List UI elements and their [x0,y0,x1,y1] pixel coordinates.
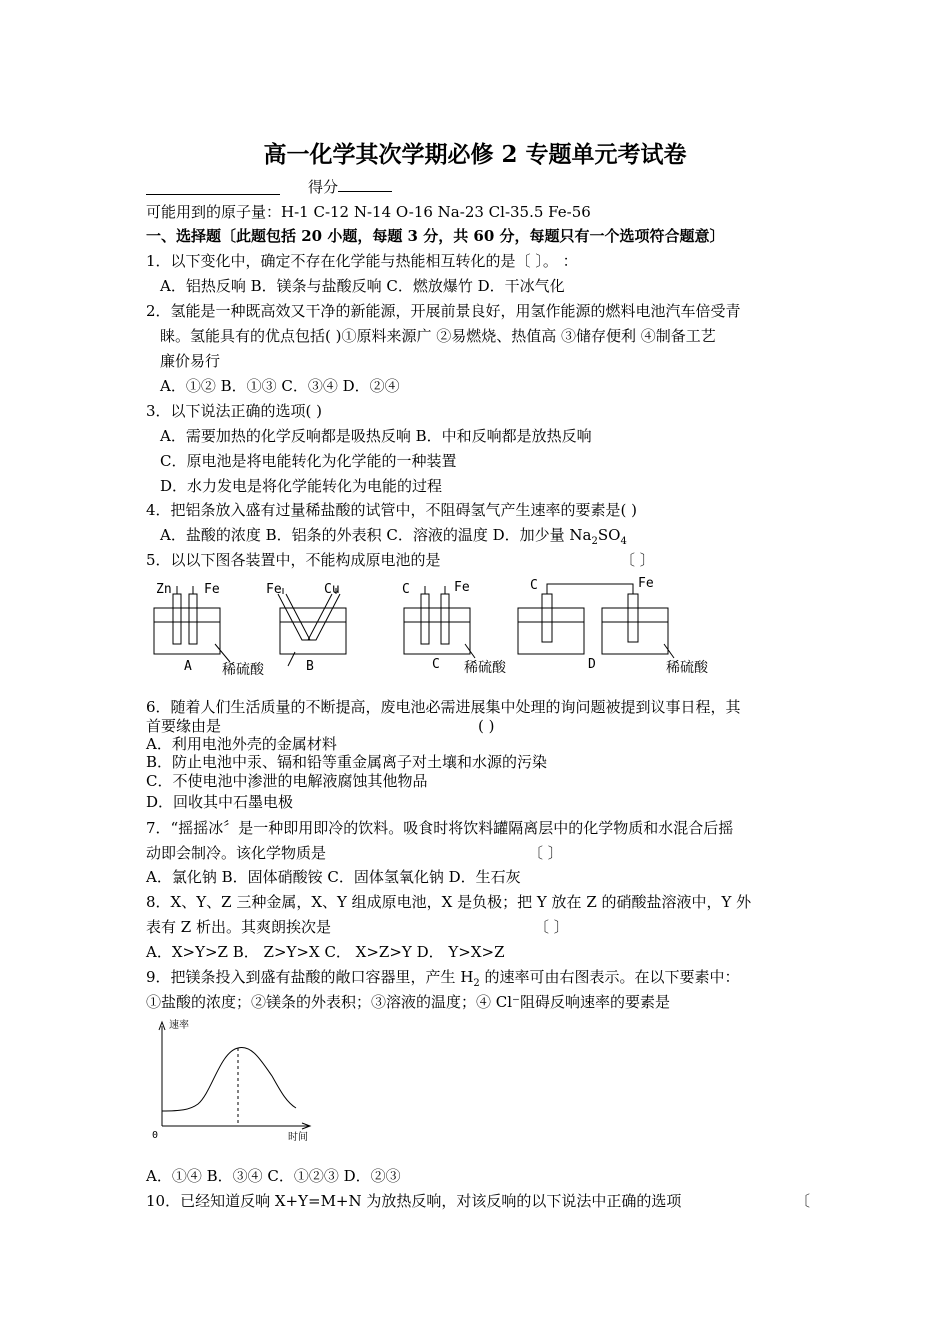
question-2-stem-line2: 睐。氢能具有的优点包括( )①原料来源广 ②易燃烧、热值高 ③储存便利 ④制备工艺 [160,327,716,345]
question-1-stem: 1．以下变化中，确定不存在化学能与热能相互转化的是〔 〕。 ： [146,252,578,270]
question-3-option-ab: A．需要加热的化学反响都是吸热反响 B．中和反响都是放热反响 [160,427,592,445]
graph-y-label: 速率 [169,1020,189,1031]
cell-c [402,580,507,676]
question-1-options: A．铝热反响 B．镁条与盐酸反响 C．燃放爆竹 D．干冰气化 [160,277,565,295]
page-title: 高一化学其次学期必修 2 专题单元考试卷 [263,141,687,168]
score-blank [338,177,392,192]
question-7-stem-line1: 7．“摇摇冰〞是一种即用即冷的饮料。吸食时将饮料罐隔离层中的化学物质和水混合后摇 [146,819,734,837]
cell-a-left-electrode: Zn [156,582,172,597]
cell-d-left-electrode: C [530,578,538,593]
question-6-option-b: B．防止电池中汞、镉和铅等重金属离子对土壤和水源的污染 [146,753,548,771]
question-8-paren: 〔 〕 [534,918,569,936]
cell-d-label: D [588,657,596,672]
graph-origin: 0 [152,1130,159,1141]
question-9-stem-line2: ①盐酸的浓度；②镁条的外表积；③溶液的温度；④ Cl⁻阻碍反响速率的要素是 [146,993,670,1011]
question-4-options-so: SO [597,526,621,544]
question-9-stem-line1 [146,967,740,994]
question-6-option-d: D．回收其中石墨电极 [146,793,294,811]
question-7-options: A．氯化钠 B．固体硝酸铵 C．固体氢氧化钠 D．生石灰 [146,868,521,886]
cell-b-left-electrode: Fe [266,582,282,597]
question-5-paren: 〔 〕 [620,551,655,569]
question-8-options: A．X>Y>Z B． Z>Y>X C． X>Z>Y D． Y>X>Z [146,943,505,961]
cell-d-right-electrode: Fe [638,576,654,591]
cell-c-right-electrode: Fe [454,580,470,595]
cell-a [154,582,265,678]
subscript-2: 2 [473,978,480,989]
question-4-options [160,525,627,552]
galvanic-cell-diagram [140,574,730,686]
rate-curve [162,1047,296,1111]
cell-d-acid: 稀硫酸 [666,660,708,676]
question-7-stem-line2: 动即会制冷。该化学物质是 [146,844,327,862]
question-2-stem-line3: 廉价易行 [160,352,221,370]
atomic-masses: 可能用到的原子量：H-1 C-12 N-14 O-16 Na-23 Cl-35.5 Fe-56 [146,203,591,221]
question-2-options: A．①② B．①③ C．③④ D．②④ [160,377,400,395]
cell-c-label: C [432,657,440,672]
question-9-stem-a: 9．把镁条投入到盛有盐酸的敞口容器里，产生 H [146,968,474,986]
question-9-stem-b: 的速率可由右图表示。在以下要素中： [479,968,740,986]
question-4-stem: 4．把铝条放入盛有过量稀盐酸的试管中，不阻碍氢气产生速率的要素是( ) [146,501,638,519]
question-5-stem: 5．以以下图各装置中，不能构成原电池的是 [146,551,441,569]
question-8-stem-line2: 表有 Z 析出。其爽朗挨次是 [146,918,331,936]
question-6-stem-line1: 6．随着人们生活质量的不断提高，废电池必需进展集中处理的询问题被提到议事日程，其 [146,698,741,716]
question-6-option-a: A．利用电池外壳的金属材料 [146,735,337,753]
subscript-2: 2 [591,536,598,547]
question-4-options-text: A．盐酸的浓度 B．铝条的外表积 C．溶液的温度 D．加少量 Na [160,526,592,544]
question-6-option-c: C．不使电池中渗泄的电解液腐蚀其他物品 [146,772,428,790]
cell-c-left-electrode: C [402,582,410,597]
subscript-4: 4 [620,536,627,547]
cell-c-acid: 稀硫酸 [464,660,506,676]
score-label: 得分 [308,178,339,196]
question-10-paren: 〔 [795,1192,811,1210]
graph-x-label: 时间 [288,1132,308,1143]
name-blank [146,180,280,195]
question-3-stem: 3．以下说法正确的选项( ) [146,402,323,420]
cell-b-label: B [306,659,314,674]
question-10-stem: 10．已经知道反响 X+Y=M+N 为放热反响，对该反响的以下说法中正确的选项 [146,1192,682,1210]
cell-b [266,582,346,674]
section-heading: 一、选择题〔此题包括 20 小题，每题 3 分，共 60 分，每题只有一个选项符合题意〕 [146,227,725,245]
score-row [308,177,392,197]
question-2-stem-line1: 2．氢能是一种既高效又干净的新能源，开展前景良好，用氢作能源的燃料电池汽车倍受青 [146,302,741,320]
cell-a-acid: 稀硫酸 [222,662,264,678]
cell-d [518,576,709,676]
question-9-options: A．①④ B．③④ C．①②③ D．②③ [146,1167,401,1185]
question-3-option-c: C．原电池是将电能转化为化学能的一种装置 [160,452,457,470]
question-3-option-d: D．水力发电是将化学能转化为电能的过程 [160,477,443,495]
cell-a-right-electrode: Fe [204,582,220,597]
name-line [146,180,280,200]
cell-a-label: A [184,659,192,674]
question-6-stem-line2: 首要缘由是 [146,717,222,735]
question-6-paren: ( ) [478,717,495,735]
question-7-paren: 〔 〕 [528,844,563,862]
question-8-stem-line1: 8．X、Y、Z 三种金属，X、Y 组成原电池，X 是负极；把 Y 放在 Z 的硝酸盐溶液中，Y 外 [146,893,752,911]
rate-time-graph [140,1014,330,1146]
cell-b-right-electrode: Cu [324,582,340,597]
